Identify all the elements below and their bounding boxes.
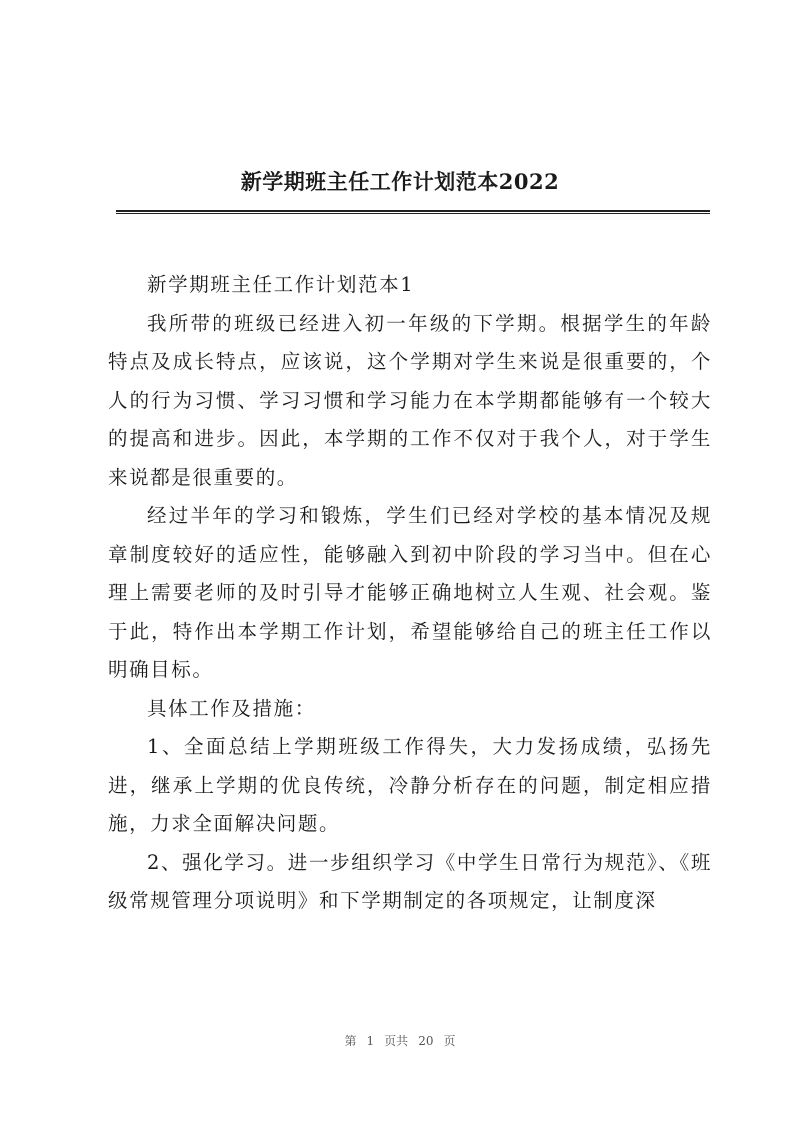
paragraph: 1、全面总结上学期班级工作得失，大力发扬成绩，弘扬先进，继承上学期的优良传统，冷静分析存在的问题，制定相应措施，力求全面解决问题。 [108, 735, 712, 835]
page-footer [0, 1032, 800, 1049]
paragraph: 经过半年的学习和锻炼，学生们已经对学校的基本情况及规章制度较好的适应性，能够融入到初中阶段的学习当中。但在心理上需要老师的及时引导才能够正确地树立人生观、社会观。鉴于此，特作出本学期工作计划，希望能够给自己的班主任工作以明确目标。 [108, 504, 712, 681]
page-label-prefix: 第 [344, 1034, 357, 1048]
title-divider [116, 210, 710, 214]
total-pages-number: 20 [418, 1034, 434, 1048]
paragraph: 2、强化学习。进一步组织学习《中学生日常行为规范》、《班级常规管理分项说明》和下学期制定的各项规定，让制度深 [108, 850, 712, 912]
page-label-suffix: 页 [443, 1034, 456, 1048]
section-heading: 新学期班主任工作计划范本1 [147, 273, 415, 296]
page-label-mid: 页共 [384, 1034, 409, 1048]
document-title: 新学期班主任工作计划范本2022 [240, 169, 560, 194]
document-body [108, 266, 712, 921]
paragraph: 具体工作及措施： [147, 696, 316, 720]
current-page-number: 1 [366, 1034, 375, 1048]
paragraph: 我所带的班级已经进入初一年级的下学期。根据学生的年龄特点及成长特点，应该说，这个学期对学生来说是很重要的，个人的行为习惯、学习习惯和学习能力在本学期都能够有一个较大的提高和进步。因此，本学期的工作不仅对于我个人，对于学生来说都是很重要的。 [108, 311, 712, 489]
